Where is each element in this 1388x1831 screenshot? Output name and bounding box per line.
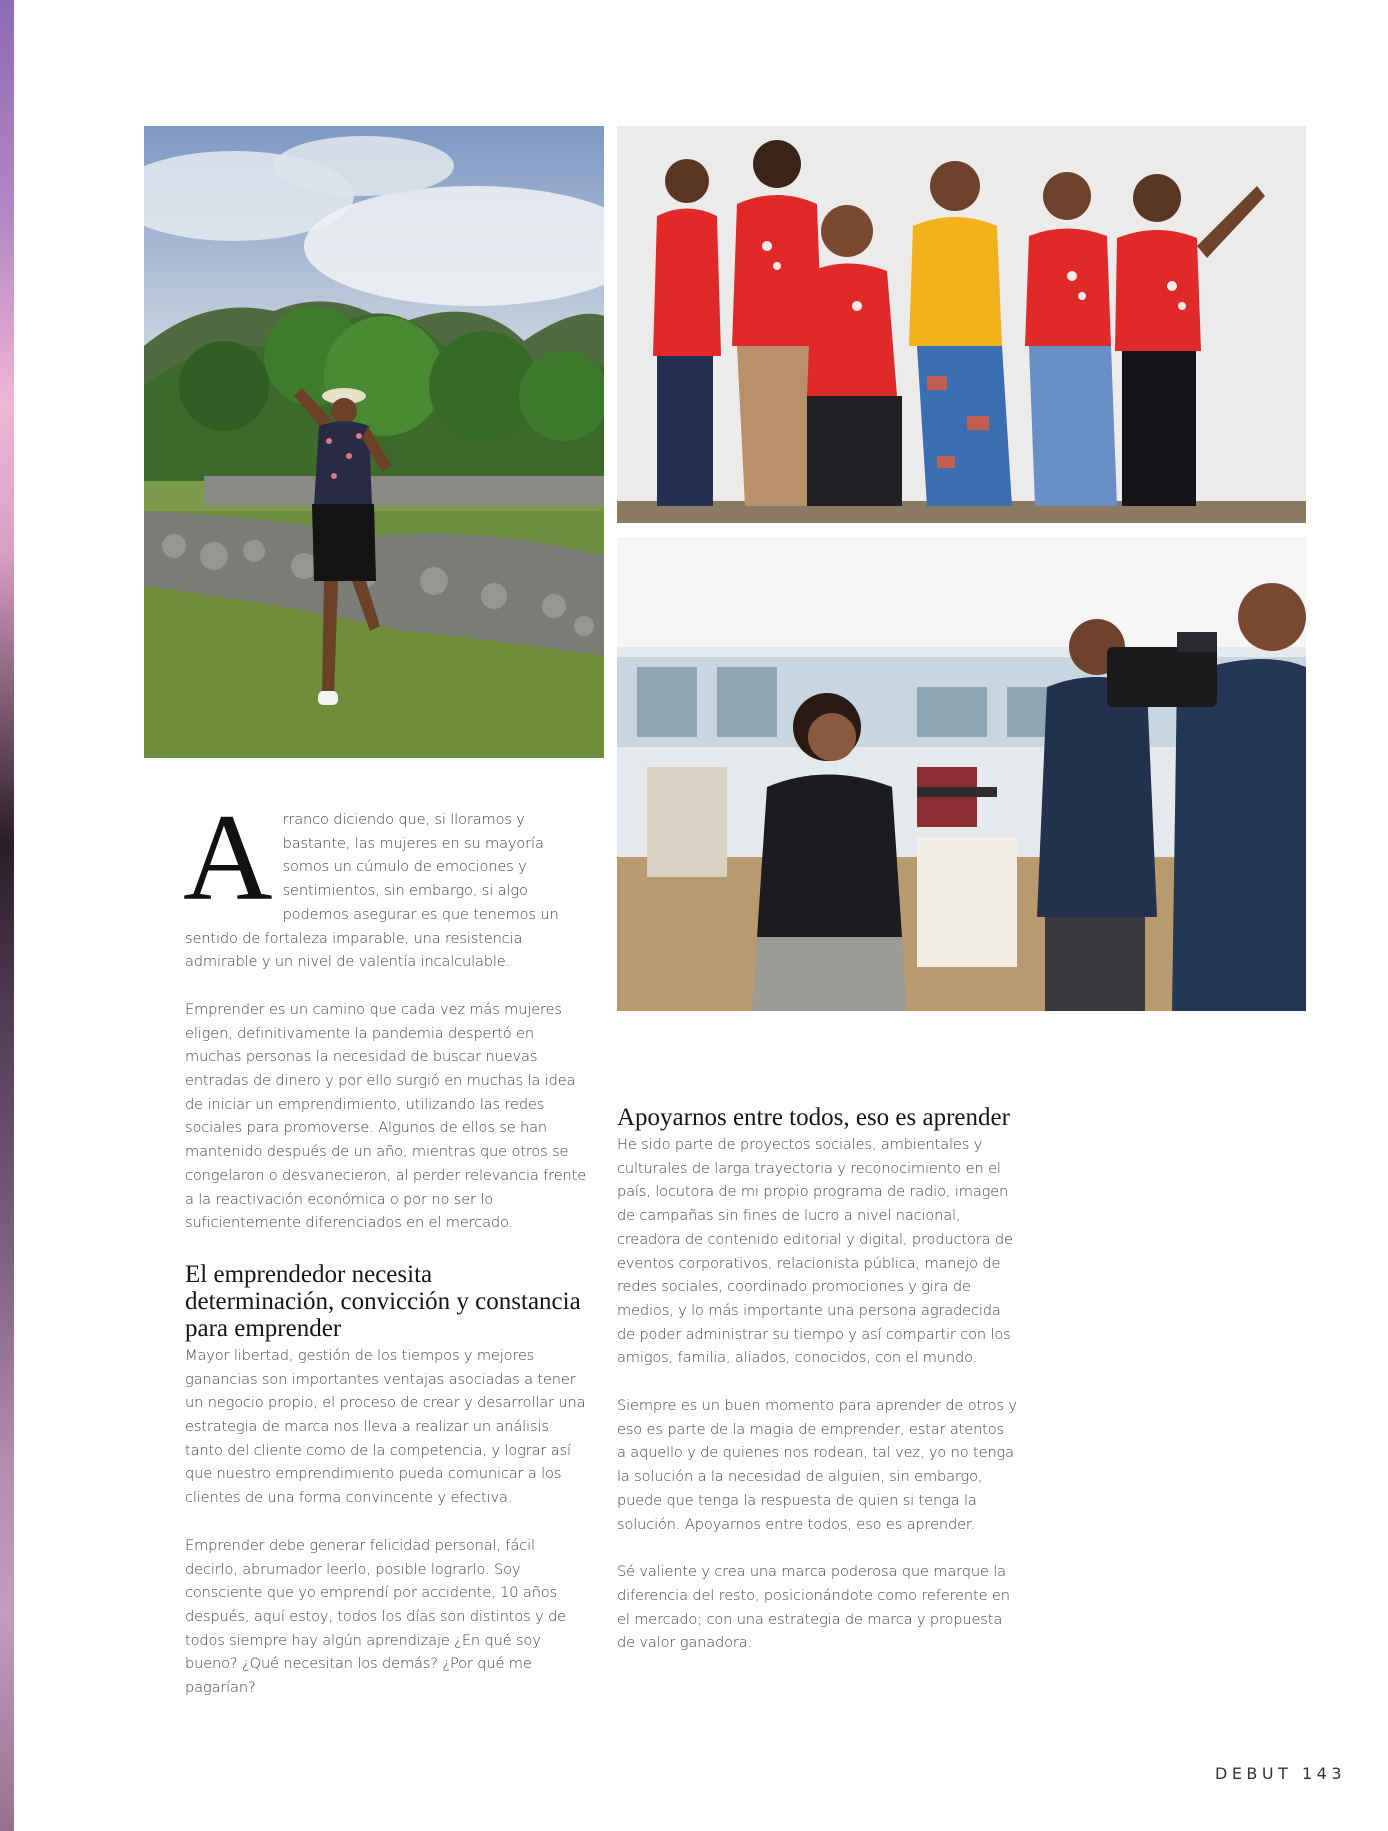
photo-tv-interview [617, 537, 1306, 1011]
page-edge-strip [0, 0, 14, 1831]
photo-woman-in-valley [144, 126, 604, 758]
intro-paragraph: rranco diciendo que, si lloramos y bastante, las mujeres en su mayoría somos un cúmulo de emociones y sentimientos, sin embargo, si algo podemos asegurar es que tenemos un sentido de fortaleza imparable, una resistencia admirable y un nivel de valentía incalculable. [185, 811, 559, 971]
body-paragraph: He sido parte de proyectos sociales, ambientales y culturales de larga trayectoria y reconocimiento en el país, locutora de mi propio programa de radio, imagen de campañas sin fines de lucro a nivel nacional, creadora de contenido editorial y digital, productora de eventos corporativos, relacionista pública, manejo de redes sociales, coordinado promociones y gira de medios, y lo más importante una persona agradecida de poder administrar su tiempo y así compartir con los amigos, familia, aliados, conocidos, con el mundo. [617, 1136, 1013, 1367]
body-paragraph: Emprender es un camino que cada vez más mujeres eligen, definitivamente la pandemia despertó en muchas personas la necesidad de buscar nuevas entradas de dinero y por ello surgió en muchas la idea de iniciar un emprendimiento, utilizando las redes sociales para promoverse. Algunos de ellos se han mantenido después de un año, mientras que otros se congelaron o desvanecieron, al perder relevancia frente a la reactivación económica o por no ser lo suficientemente diferenciados en el mercado. [185, 1000, 587, 1232]
photo-group-red-shirts [617, 126, 1306, 523]
body-paragraph: Emprender debe generar felicidad personal, fácil decirlo, abrumador leerlo, posible lograrlo. Soy consciente que yo emprendí por accidente, 10 años después, aquí estoy, todos los días son distintos y de todos siempre hay algún aprendizaje ¿En qué soy bueno? ¿Qué necesitan los demás? ¿Por qué me pagarían? [185, 1536, 567, 1697]
article-column-right [617, 1104, 1017, 1679]
body-paragraph: Siempre es un buen momento para aprender de otros y eso es parte de la magia de emprender, estar atentos a aquello y de quienes nos rodean, tal vez, yo no tenga la solución a la necesidad de alguien, sin embargo, puede que tenga la respuesta de quien si tenga la solución. Apoyarnos entre todos, eso es aprender. [617, 1397, 1017, 1533]
section-heading: El emprendedor necesita determinación, convicción y constancia para emprender [185, 1260, 581, 1342]
body-paragraph: Sé valiente y crea una marca poderosa que marque la diferencia del resto, posicionándote como referente en el mercado; con una estrategia de marca y propuesta de valor ganadora. [617, 1563, 1010, 1652]
drop-cap: A [183, 789, 273, 926]
body-paragraph: Mayor libertad, gestión de los tiempos y mejores ganancias son importantes ventajas asociadas a tener un negocio propio, el proceso de crear y desarrollar una estrategia de marca nos lleva a realizar un análisis tanto del cliente como de la competencia, y lograr así que nuestro emprendimiento pueda comunicar a los clientes de una forma convincente y efectiva. [185, 1346, 586, 1507]
article-column-left [183, 789, 587, 1724]
section-heading: Apoyarnos entre todos, eso es aprender [617, 1104, 1010, 1131]
page-folio: DEBUT 143 [1215, 1764, 1347, 1783]
